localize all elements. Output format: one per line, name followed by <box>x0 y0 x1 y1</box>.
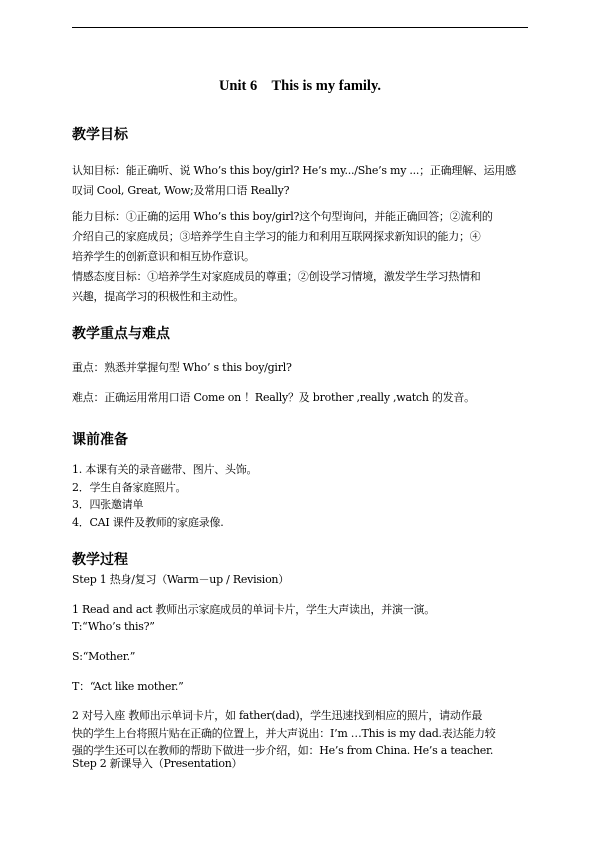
preparation-list <box>72 461 532 531</box>
header-rule <box>72 27 528 28</box>
text-line: 情感态度目标：①培养学生对家庭成员的尊重；②创设学习情境，激发学生学习热情和 <box>72 270 481 283</box>
paragraph-difficult: 难点：正确运用常用口语 Come on ！Really？及 brother ,really ,watch 的发音。 <box>72 391 475 404</box>
text-line: 强的学生还可以在教师的帮助下做进一步介绍，如：He’s from China. He’s a teacher. <box>72 744 494 757</box>
paragraph-affective <box>72 267 532 307</box>
paragraph-ability <box>72 207 532 267</box>
text-line: 能力目标：①正确的运用 Who’s this boy/girl?这个句型询问，并能正确回答；②流利的 <box>72 210 493 223</box>
text-line: 快的学生上台将照片贴在正确的位置上，并大声说出：I’m …This is my dad.表达能力较 <box>72 726 496 740</box>
list-item: 2．学生自备家庭照片。 <box>72 480 187 494</box>
text-line: 兴趣，提高学习的积极性和主动性。 <box>72 290 244 303</box>
paragraph-cognitive <box>72 161 532 201</box>
heading-objectives: 教学目标 <box>72 127 128 143</box>
text-line: 叹词 Cool, Great, Wow;及常用口语 Really? <box>72 184 290 197</box>
paragraph-key: 重点：熟悉并掌握句型 Who’ s this boy/girl? <box>72 361 292 374</box>
text-line: 培养学生的创新意识和相互协作意识。 <box>72 250 255 263</box>
step2-title: Step 2 新课导入（Presentation） <box>72 757 243 770</box>
paragraph-match <box>72 707 532 760</box>
dialogue-teacher-2: T：“Act like mother.” <box>72 680 184 693</box>
text-line: 介绍自己的家庭成员；③培养学生自主学习的能力和利用互联网探求新知识的能力；④ <box>72 230 481 243</box>
dialogue-teacher-1: T:“Who’s this?” <box>72 620 155 633</box>
heading-process: 教学过程 <box>72 552 128 568</box>
heading-preparation: 课前准备 <box>72 432 128 448</box>
heading-keypoints: 教学重点与难点 <box>72 326 170 342</box>
list-item: 4．CAI 课件及教师的家庭录像. <box>72 515 224 529</box>
list-item: 1. 本课有关的录音磁带、图片、头饰。 <box>72 463 258 476</box>
step1-title: Step 1 热身/复习（Warm－up / Revision） <box>72 573 290 586</box>
text-line: 认知目标：能正确听、说 Who’s this boy/girl? He’s my.../She’s my ...；正确理解、运用感 <box>72 164 516 177</box>
page-title: Unit 6 This is my family. <box>218 78 382 94</box>
list-item: 3．四张邀请单 <box>72 498 144 511</box>
text-line: 2 对号入座 教师出示单词卡片，如 father(dad)，学生迅速找到相应的照片，请动作最 <box>72 709 483 722</box>
paragraph-read-act: 1 Read and act 教师出示家庭成员的单词卡片，学生大声读出，并演一演。 <box>72 603 435 616</box>
dialogue-student-1: S:“Mother.” <box>72 650 136 663</box>
